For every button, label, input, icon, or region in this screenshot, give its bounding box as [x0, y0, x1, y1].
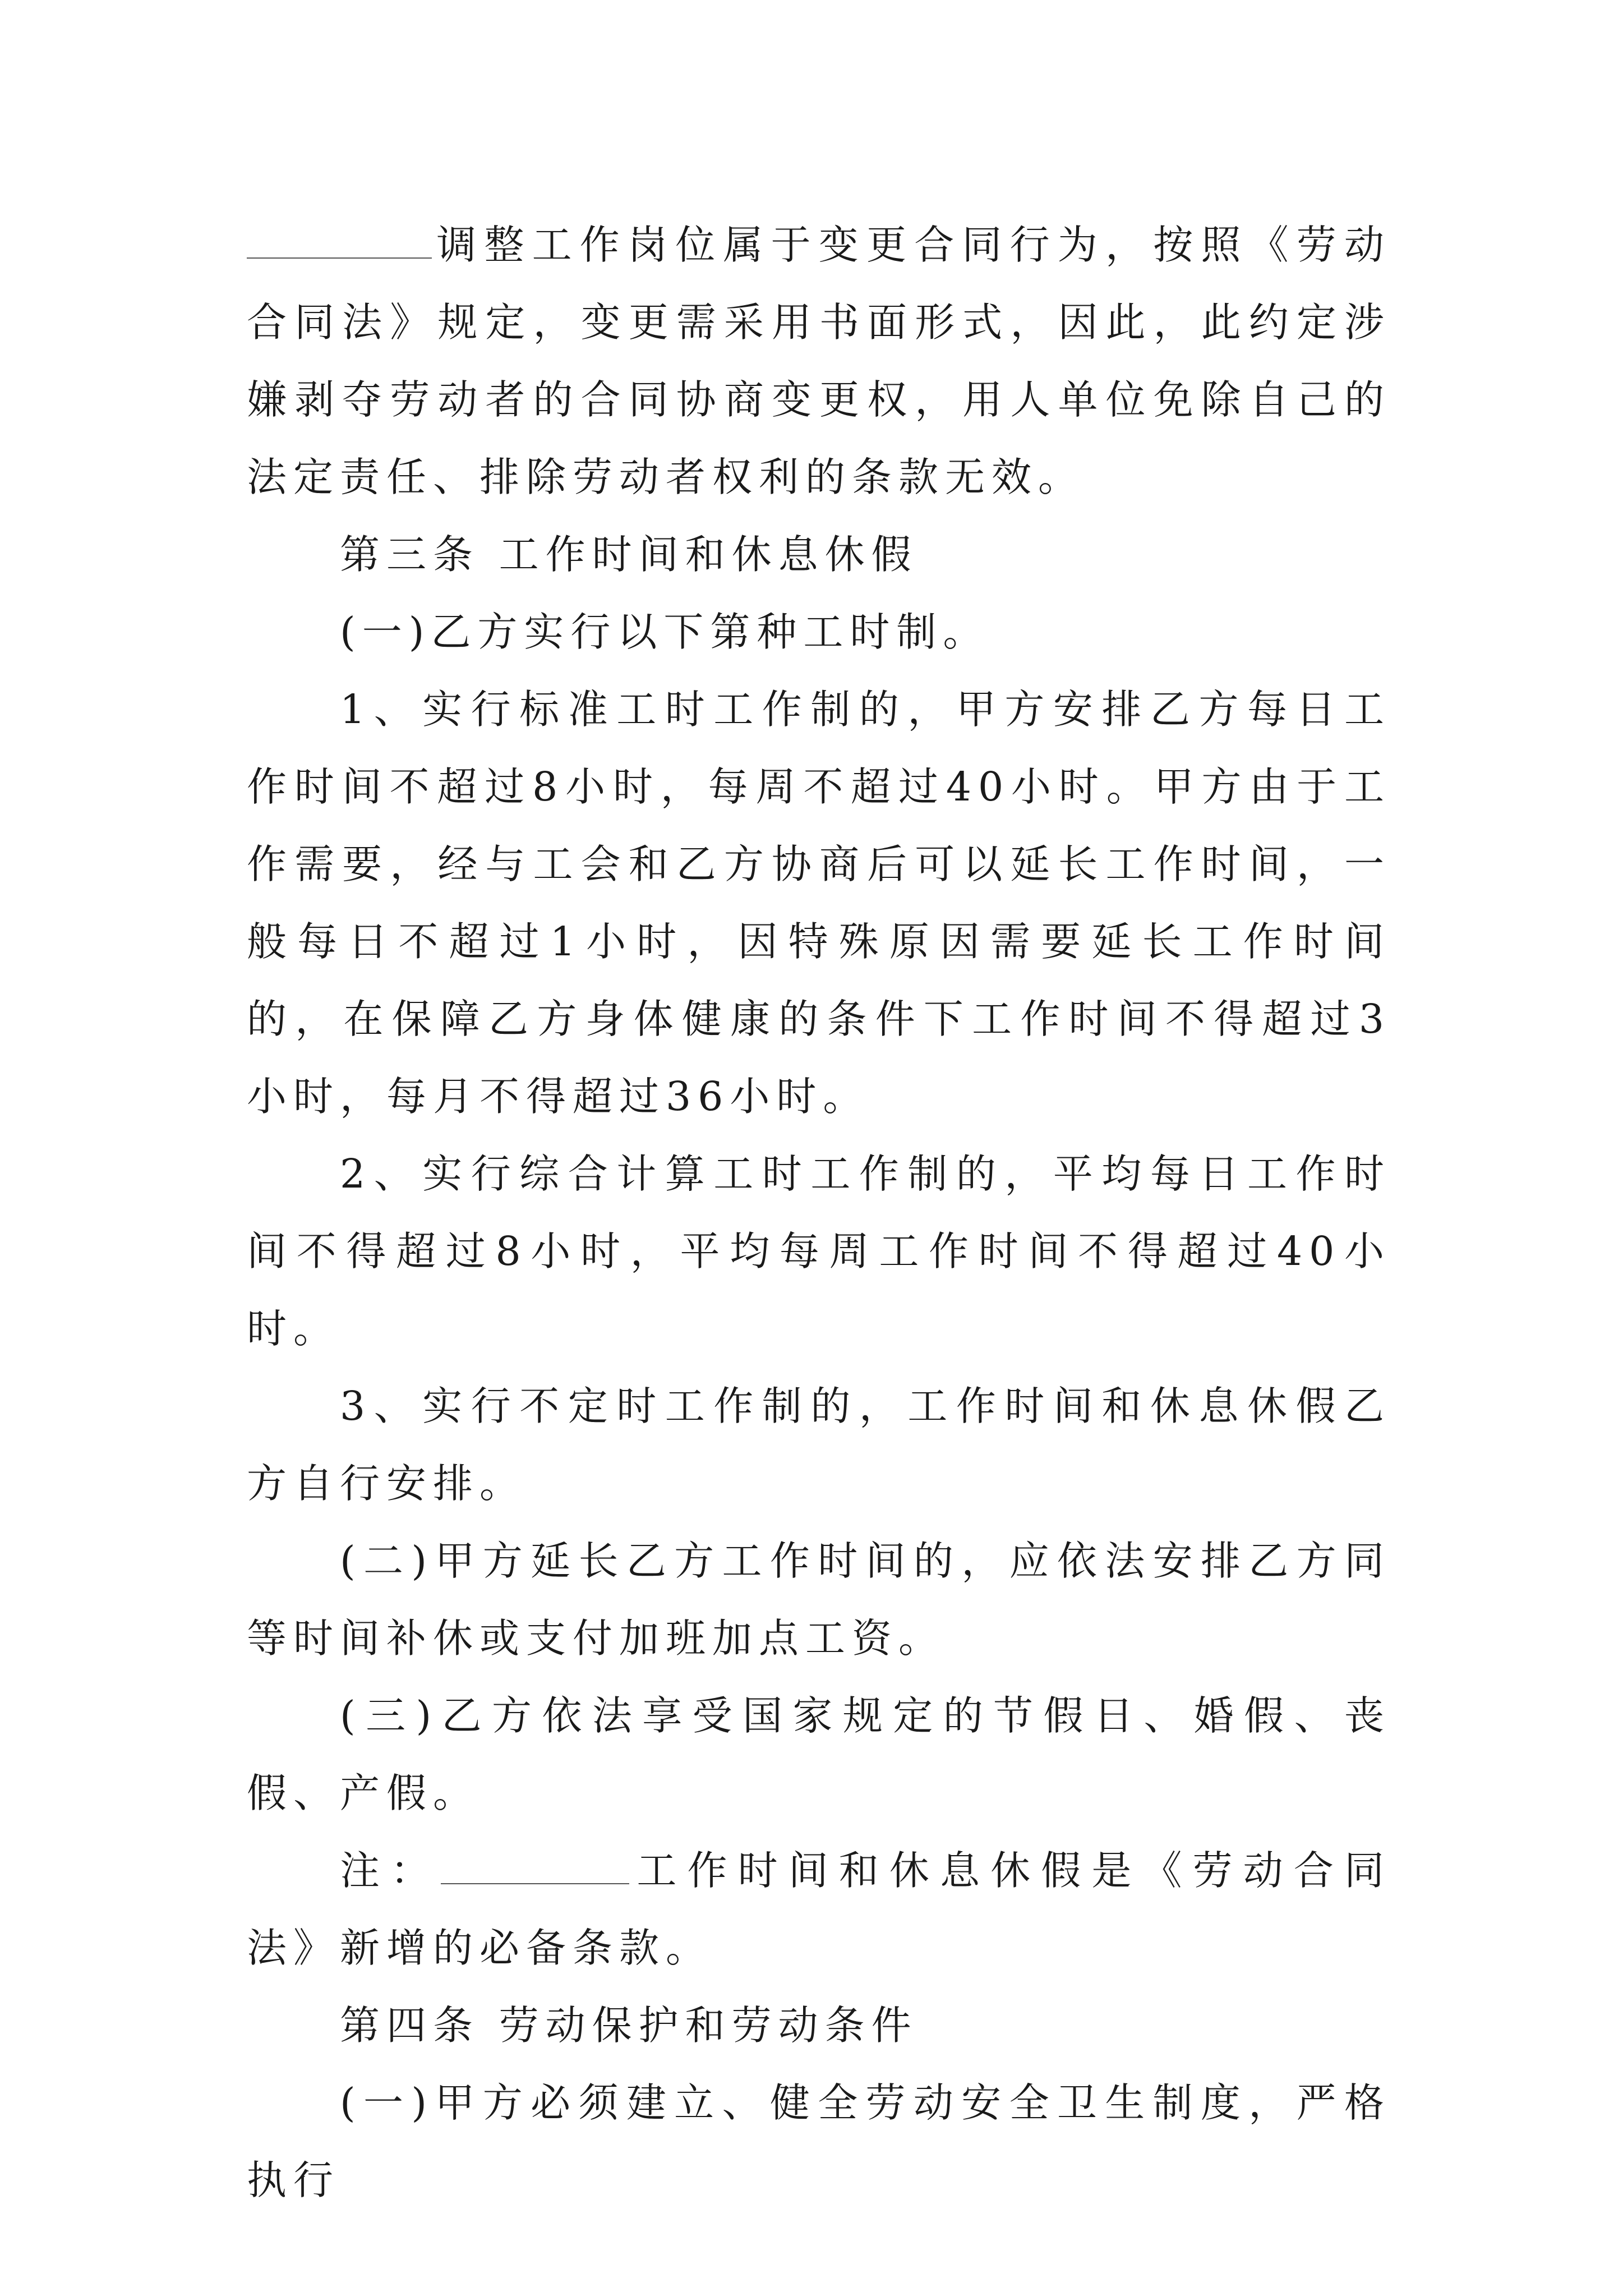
paragraph-1: [247, 206, 1391, 516]
article-3-heading: 第三条 工作时间和休息休假: [340, 531, 918, 578]
note-prefix: 注：: [340, 1847, 441, 1894]
paragraph-1-text: 调整工作岗位属于变更合同行为，按照《劳动合同法》规定，变更需采用书面形式，因此，此约定涉嫌剥夺劳动者的合同协商变更权，用人单位免除自己的法定责任、排除劳动者权利的条款无效。: [247, 222, 1391, 500]
clause-3-1-item-2: 2、实行综合计算工时工作制的，平均每日工作时间不得超过8小时，平均每周工作时间不得超过40小时。: [247, 1151, 1391, 1352]
fill-in-blank: [247, 218, 432, 259]
clause-4-1: (一)甲方必须建立、健全劳动安全卫生制度，严格执行: [247, 2079, 1391, 2203]
clause-3-2: (二)甲方延长乙方工作时间的，应依法安排乙方同等时间补休或支付加班加点工资。: [247, 1538, 1391, 1662]
clause-3-1: (一)乙方实行以下第种工时制。: [340, 609, 990, 655]
clause-3-3: (三)乙方依法享受国家规定的节假日、婚假、丧假、产假。: [247, 1692, 1391, 1816]
note-paragraph: [247, 1832, 1391, 1987]
fill-in-blank: [441, 1844, 629, 1884]
clause-3-1-item-3: 3、实行不定时工作制的，工作时间和休息休假乙方自行安排。: [247, 1383, 1391, 1507]
article-4-heading: 第四条 劳动保护和劳动条件: [340, 2002, 918, 2049]
clause-3-1-item-1: 1、实行标准工时工作制的，甲方安排乙方每日工作时间不超过8小时，每周不超过40小时。甲方由于工作需要，经与工会和乙方协商后可以延长工作时间，一般每日不超过1小时，因特殊原因需要延长工作时间的，在保障乙方身体健康的条件下工作时间不得超过3小时，每月不得超过36小时。: [247, 686, 1391, 1120]
note-text: 工作时间和休息休假是《劳动合同法》新增的必备条款。: [247, 1847, 1391, 1971]
document-body: [247, 206, 1391, 2219]
